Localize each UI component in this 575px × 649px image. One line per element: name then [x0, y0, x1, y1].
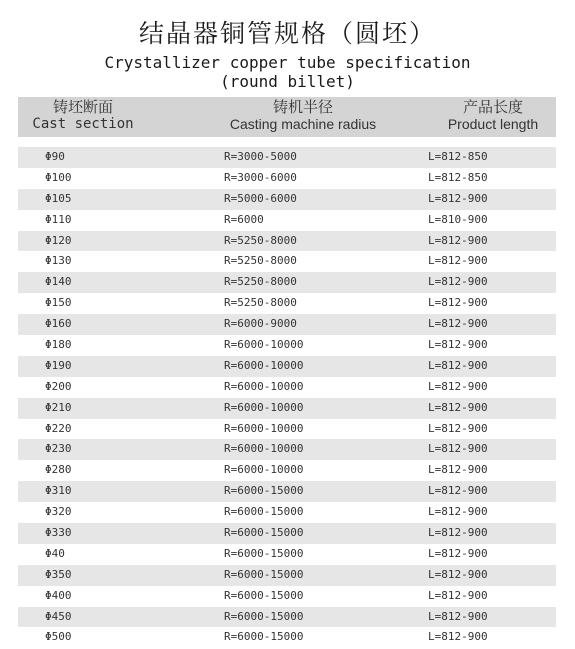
table-row	[18, 439, 556, 460]
radius-cell: R=6000-9000	[224, 317, 297, 331]
length-cell: L=812-900	[428, 484, 488, 498]
radius-cell: R=6000-15000	[224, 630, 304, 644]
length-cell: L=812-900	[428, 421, 488, 435]
length-cell: L=812-900	[428, 442, 488, 456]
radius-cell: R=3000-6000	[224, 170, 297, 184]
cast-section-cell: Φ100	[45, 170, 72, 184]
cast-section-cell: Φ130	[45, 254, 72, 268]
radius-cell: R=5250-8000	[224, 254, 297, 268]
length-cell: L=812-900	[428, 191, 488, 205]
length-cell: L=812-900	[428, 254, 488, 268]
table-row	[18, 293, 556, 314]
cast-section-cell: Φ160	[45, 317, 72, 331]
table-row	[18, 607, 556, 628]
length-cell: L=812-900	[428, 275, 488, 289]
length-cell: L=812-900	[428, 338, 488, 352]
cast-section-cell: Φ105	[45, 191, 72, 205]
subtitle-line-1: Crystallizer copper tube specification	[104, 53, 471, 72]
cast-section-cell: Φ500	[45, 630, 72, 644]
cast-section-cell: Φ90	[45, 150, 65, 163]
length-cell: L=812-900	[428, 233, 488, 247]
header-en: Product length	[447, 116, 539, 132]
cast-section-cell: Φ140	[45, 275, 72, 289]
header-casting-radius	[188, 99, 418, 133]
length-cell: L=812-900	[428, 317, 488, 331]
length-cell: L=812-900	[428, 546, 488, 560]
radius-cell: R=5250-8000	[224, 275, 297, 289]
length-cell: L=812-900	[428, 567, 488, 581]
table-row	[18, 314, 556, 335]
radius-cell: R=6000-10000	[224, 442, 304, 456]
radius-cell: R=6000-10000	[224, 421, 304, 435]
table-row	[18, 231, 556, 252]
cast-section-cell: Φ220	[45, 421, 72, 435]
table-row	[18, 356, 556, 377]
length-cell: L=812-900	[428, 526, 488, 540]
table-row	[18, 272, 556, 293]
cast-section-cell: Φ280	[45, 463, 72, 477]
length-cell: L=812-900	[428, 400, 488, 414]
header-cn: 产品长度	[462, 98, 523, 116]
table-row	[18, 502, 556, 523]
header-cn: 铸机半径	[272, 98, 333, 116]
radius-cell: R=6000	[224, 212, 264, 226]
table-row	[18, 544, 556, 565]
cast-section-cell: Φ230	[45, 442, 72, 456]
length-cell: L=810-900	[428, 212, 488, 226]
table-row	[18, 523, 556, 544]
radius-cell: R=6000-15000	[224, 526, 304, 540]
cast-section-cell: Φ40	[45, 546, 65, 560]
radius-cell: R=6000-15000	[224, 484, 304, 498]
table-row	[18, 189, 556, 210]
radius-cell: R=5000-6000	[224, 191, 297, 205]
table-row	[18, 251, 556, 272]
table-row	[18, 419, 556, 440]
page-title: 结晶器铜管规格（圆坯）	[138, 19, 436, 48]
radius-cell: R=6000-15000	[224, 567, 304, 581]
cast-section-cell: Φ330	[45, 526, 72, 540]
table-row	[18, 377, 556, 398]
table-header	[18, 97, 556, 137]
length-cell: L=812-900	[428, 609, 488, 623]
length-cell: L=812-850	[428, 150, 488, 163]
header-product-length	[398, 99, 575, 133]
length-cell: L=812-900	[428, 379, 488, 393]
cast-section-cell: Φ120	[45, 233, 72, 247]
radius-cell: R=6000-15000	[224, 609, 304, 623]
table-row	[18, 210, 556, 231]
radius-cell: R=6000-10000	[224, 338, 304, 352]
spec-table	[18, 147, 556, 648]
header-cn: 铸坯断面	[52, 98, 113, 116]
table-row	[18, 586, 556, 607]
table-row	[18, 565, 556, 586]
radius-cell: R=5250-8000	[224, 233, 297, 247]
radius-cell: R=6000-15000	[224, 588, 304, 602]
header-en: Casting machine radius	[229, 116, 377, 132]
cast-section-cell: Φ200	[45, 379, 72, 393]
radius-cell: R=5250-8000	[224, 296, 297, 310]
length-cell: L=812-900	[428, 463, 488, 477]
cast-section-cell: Φ150	[45, 296, 72, 310]
cast-section-cell: Φ450	[45, 609, 72, 623]
length-cell: L=812-900	[428, 505, 488, 519]
table-row	[18, 627, 556, 648]
radius-cell: R=6000-10000	[224, 463, 304, 477]
length-cell: L=812-900	[428, 358, 488, 372]
cast-section-cell: Φ310	[45, 484, 72, 498]
cast-section-cell: Φ400	[45, 588, 72, 602]
radius-cell: R=6000-10000	[224, 379, 304, 393]
cast-section-cell: Φ110	[45, 212, 72, 226]
table-row	[18, 460, 556, 481]
table-row	[18, 481, 556, 502]
length-cell: L=812-850	[428, 170, 488, 184]
table-row	[18, 168, 556, 189]
length-cell: L=812-900	[428, 588, 488, 602]
radius-cell: R=6000-15000	[224, 505, 304, 519]
radius-cell: R=6000-10000	[224, 358, 304, 372]
radius-cell: R=3000-5000	[224, 150, 297, 163]
cast-section-cell: Φ210	[45, 400, 72, 414]
table-row	[18, 335, 556, 356]
length-cell: L=812-900	[428, 630, 488, 644]
radius-cell: R=6000-15000	[224, 546, 304, 560]
cast-section-cell: Φ180	[45, 338, 72, 352]
subtitle-line-2: (round billet)	[220, 72, 355, 91]
header-cast-section	[18, 99, 148, 133]
radius-cell: R=6000-10000	[224, 400, 304, 414]
cast-section-cell: Φ320	[45, 505, 72, 519]
header-en: Cast section	[32, 116, 134, 132]
table-row	[18, 147, 556, 168]
page-subtitle	[0, 53, 575, 91]
length-cell: L=812-900	[428, 296, 488, 310]
cast-section-cell: Φ190	[45, 358, 72, 372]
cast-section-cell: Φ350	[45, 567, 72, 581]
table-row	[18, 398, 556, 419]
